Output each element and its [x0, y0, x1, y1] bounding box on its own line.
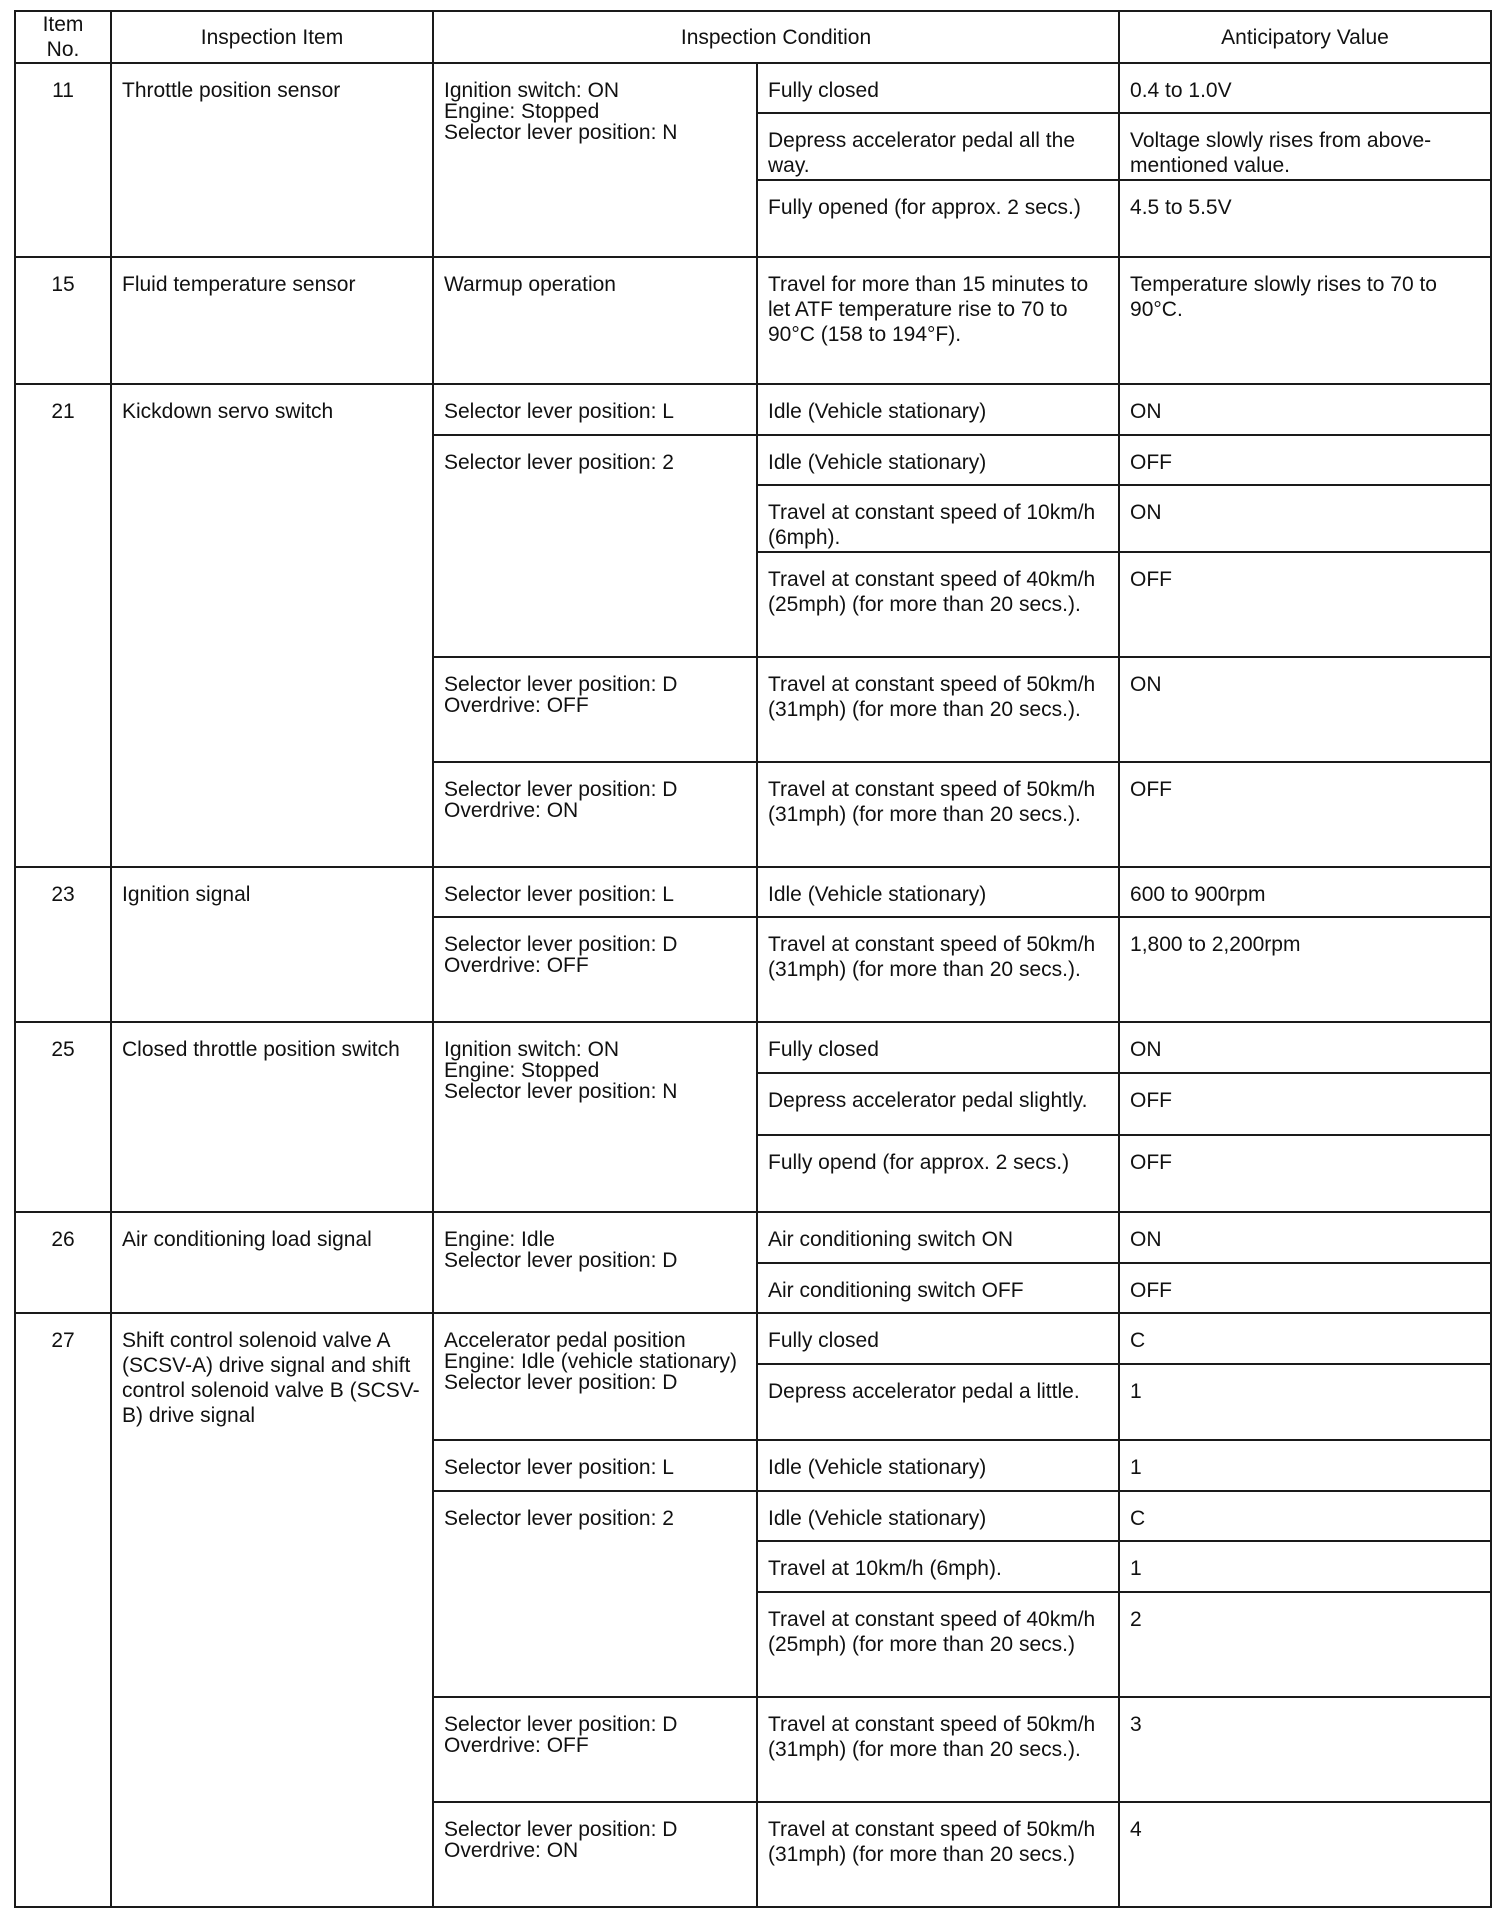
inspection-condition	[433, 1212, 757, 1313]
anticipatory-value: ON	[1119, 1022, 1491, 1072]
inspection-condition	[433, 384, 757, 434]
condition-detail: Idle (Vehicle stationary)	[757, 384, 1119, 434]
anticipatory-value: 2	[1119, 1592, 1491, 1697]
condition-detail: Travel at constant speed of 50km/h (31mph) (for more than 20 secs.)	[757, 1802, 1119, 1907]
inspection-item: Shift control solenoid valve A (SCSV-A) drive signal and shift control solenoid valve B (SCSV-B) drive signal	[111, 1313, 433, 1907]
condition-detail: Travel at constant speed of 10km/h (6mph).	[757, 485, 1119, 552]
condition-line: Overdrive: ON	[444, 798, 579, 822]
inspection-condition	[433, 657, 757, 762]
anticipatory-value: OFF	[1119, 435, 1491, 485]
anticipatory-value: ON	[1119, 384, 1491, 434]
condition-line: Selector lever position: D	[444, 1249, 678, 1273]
condition-detail: Travel at constant speed of 50km/h (31mph) (for more than 20 secs.).	[757, 762, 1119, 867]
table-row	[15, 1313, 1491, 1363]
anticipatory-value: 0.4 to 1.0V	[1119, 63, 1491, 113]
anticipatory-value: 1,800 to 2,200rpm	[1119, 917, 1491, 1022]
condition-detail: Travel at 10km/h (6mph).	[757, 1541, 1119, 1591]
inspection-condition	[433, 435, 757, 657]
condition-detail: Fully closed	[757, 1313, 1119, 1363]
anticipatory-value: 1	[1119, 1364, 1491, 1441]
anticipatory-value: OFF	[1119, 1263, 1491, 1313]
anticipatory-value: Voltage slowly rises from above-mentioned value.	[1119, 113, 1491, 180]
condition-line: Selector lever position: L	[444, 400, 674, 424]
inspection-condition	[433, 867, 757, 917]
table-row	[15, 257, 1491, 384]
anticipatory-value: 4.5 to 5.5V	[1119, 180, 1491, 257]
condition-detail: Travel at constant speed of 40km/h (25mph) (for more than 20 secs.).	[757, 552, 1119, 657]
condition-detail: Idle (Vehicle stationary)	[757, 1440, 1119, 1490]
condition-line: Selector lever position: D	[444, 777, 678, 801]
inspection-item: Ignition signal	[111, 867, 433, 1023]
condition-line: Selector lever position: 2	[444, 450, 674, 474]
table-row	[15, 867, 1491, 917]
inspection-condition	[433, 1491, 757, 1697]
condition-line: Selector lever position: D	[444, 672, 678, 696]
condition-detail: Fully closed	[757, 63, 1119, 113]
condition-line: Selector lever position: L	[444, 1456, 674, 1480]
inspection-item: Closed throttle position switch	[111, 1022, 433, 1212]
inspection-condition	[433, 917, 757, 1022]
condition-line: Selector lever position: D	[444, 1712, 678, 1736]
inspection-condition	[433, 1313, 757, 1440]
condition-detail: Depress accelerator pedal a little.	[757, 1364, 1119, 1441]
inspection-table	[14, 10, 1492, 1908]
condition-detail: Air conditioning switch ON	[757, 1212, 1119, 1262]
condition-line: Engine: Idle (vehicle stationary)	[444, 1350, 737, 1374]
condition-detail: Depress accelerator pedal all the way.	[757, 113, 1119, 180]
anticipatory-value: 1	[1119, 1541, 1491, 1591]
table-body	[15, 63, 1491, 1907]
anticipatory-value: OFF	[1119, 762, 1491, 867]
inspection-condition	[433, 1022, 757, 1212]
condition-line: Overdrive: OFF	[444, 693, 589, 717]
anticipatory-value: ON	[1119, 1212, 1491, 1262]
condition-detail: Travel at constant speed of 50km/h (31mph) (for more than 20 secs.).	[757, 917, 1119, 1022]
condition-detail: Idle (Vehicle stationary)	[757, 867, 1119, 917]
condition-line: Selector lever position: D	[444, 933, 678, 957]
item-number: 27	[15, 1313, 111, 1907]
anticipatory-value: ON	[1119, 657, 1491, 762]
item-number: 23	[15, 867, 111, 1023]
header-anticipatory-value: Anticipatory Value	[1119, 11, 1491, 63]
header-inspection-item: Inspection Item	[111, 11, 433, 63]
condition-detail: Idle (Vehicle stationary)	[757, 1491, 1119, 1541]
inspection-item: Throttle position sensor	[111, 63, 433, 257]
header-item-no: Item No.	[15, 11, 111, 63]
item-number: 15	[15, 257, 111, 384]
item-number: 25	[15, 1022, 111, 1212]
header-row	[15, 11, 1491, 63]
condition-detail: Depress accelerator pedal slightly.	[757, 1073, 1119, 1136]
condition-line: Engine: Stopped	[444, 1059, 600, 1083]
condition-line: Overdrive: ON	[444, 1838, 579, 1862]
inspection-item: Air conditioning load signal	[111, 1212, 433, 1313]
item-number: 21	[15, 384, 111, 867]
inspection-condition	[433, 1440, 757, 1490]
condition-detail: Travel at constant speed of 50km/h (31mph) (for more than 20 secs.).	[757, 657, 1119, 762]
anticipatory-value: 3	[1119, 1697, 1491, 1802]
inspection-condition	[433, 762, 757, 867]
condition-detail: Travel at constant speed of 40km/h (25mph) (for more than 20 secs.)	[757, 1592, 1119, 1697]
anticipatory-value: 4	[1119, 1802, 1491, 1907]
condition-line: Ignition switch: ON	[444, 79, 620, 102]
anticipatory-value: ON	[1119, 485, 1491, 552]
anticipatory-value: C	[1119, 1313, 1491, 1363]
anticipatory-value: 600 to 900rpm	[1119, 867, 1491, 917]
condition-line: Selector lever position: 2	[444, 1506, 674, 1530]
inspection-condition	[433, 1802, 757, 1907]
condition-line: Engine: Idle	[444, 1228, 555, 1252]
condition-line: Overdrive: OFF	[444, 954, 589, 978]
condition-line: Ignition switch: ON	[444, 1038, 620, 1062]
anticipatory-value: OFF	[1119, 1073, 1491, 1136]
table-row	[15, 1212, 1491, 1262]
condition-detail: Fully opend (for approx. 2 secs.)	[757, 1135, 1119, 1212]
inspection-condition	[433, 1697, 757, 1802]
condition-line: Engine: Stopped	[444, 100, 600, 123]
item-number: 26	[15, 1212, 111, 1313]
condition-detail: Fully closed	[757, 1022, 1119, 1072]
item-number: 11	[15, 63, 111, 257]
anticipatory-value: Temperature slowly rises to 70 to 90°C.	[1119, 257, 1491, 384]
condition-detail: Idle (Vehicle stationary)	[757, 435, 1119, 485]
anticipatory-value: 1	[1119, 1440, 1491, 1490]
inspection-condition	[433, 257, 757, 384]
inspection-condition	[433, 63, 757, 257]
anticipatory-value: OFF	[1119, 552, 1491, 657]
table-row	[15, 63, 1491, 113]
table-row	[15, 1022, 1491, 1072]
condition-detail: Fully opened (for approx. 2 secs.)	[757, 180, 1119, 257]
inspection-item: Kickdown servo switch	[111, 384, 433, 867]
condition-detail: Travel at constant speed of 50km/h (31mph) (for more than 20 secs.).	[757, 1697, 1119, 1802]
condition-detail: Air conditioning switch OFF	[757, 1263, 1119, 1313]
inspection-item: Fluid temperature sensor	[111, 257, 433, 384]
table-row	[15, 384, 1491, 434]
anticipatory-value: OFF	[1119, 1135, 1491, 1212]
condition-line: Accelerator pedal position	[444, 1329, 686, 1353]
condition-line: Selector lever position: N	[444, 121, 678, 144]
anticipatory-value: C	[1119, 1491, 1491, 1541]
condition-line: Selector lever position: D	[444, 1371, 678, 1395]
condition-line: Overdrive: OFF	[444, 1733, 589, 1757]
header-inspection-condition: Inspection Condition	[433, 11, 1119, 63]
condition-line: Warmup operation	[444, 272, 616, 296]
condition-line: Selector lever position: N	[444, 1080, 678, 1104]
condition-line: Selector lever position: L	[444, 882, 674, 906]
condition-detail: Travel for more than 15 minutes to let ATF temperature rise to 70 to 90°C (158 to 194°F).	[757, 257, 1119, 384]
condition-line: Selector lever position: D	[444, 1817, 678, 1841]
